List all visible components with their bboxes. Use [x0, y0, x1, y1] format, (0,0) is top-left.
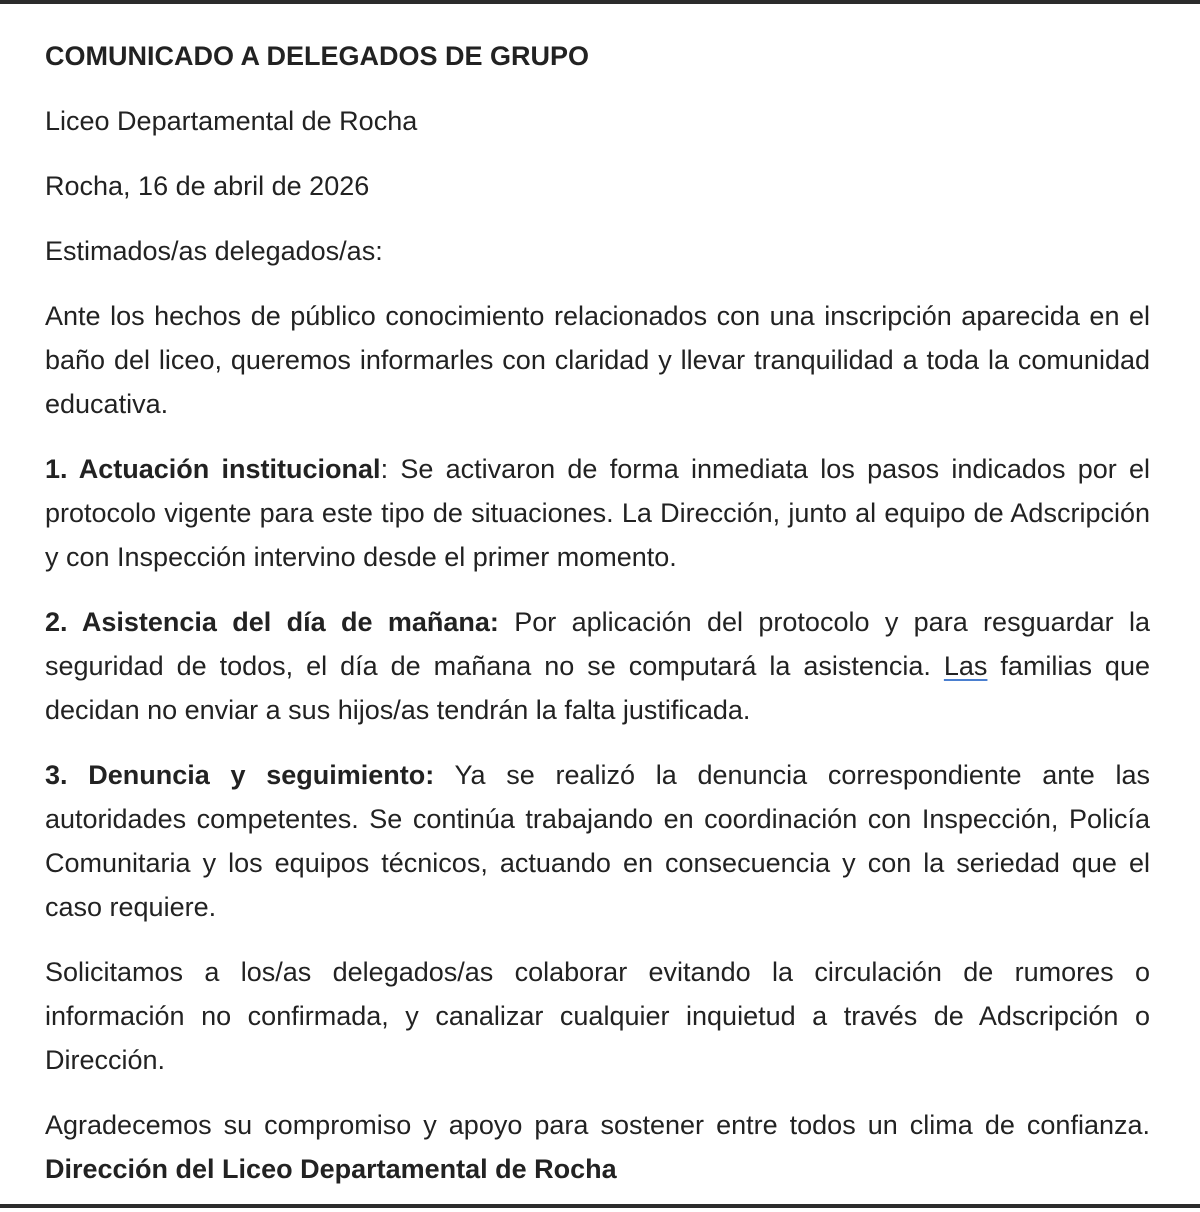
closing-text: Agradecemos su compromiso y apoyo para sostener entre todos un clima de confianza. [45, 1110, 1150, 1140]
date-line: Rocha, 16 de abril de 2026 [45, 171, 370, 201]
point-1-heading: 1. Actuación institucional [45, 454, 381, 484]
document-body [45, 34, 1150, 1212]
point-2-heading: 2. Asistencia del día de mañana: [45, 607, 499, 637]
institution-name: Liceo Departamental de Rocha [45, 106, 418, 136]
point-3-heading: 3. Denuncia y seguimiento: [45, 760, 435, 790]
greeting: Estimados/as delegados/as: [45, 236, 383, 266]
point-2-underlined-word: Las [943, 651, 988, 681]
bottom-border [0, 1204, 1200, 1208]
point-1-separator: : [380, 454, 389, 484]
point-2-body-continued: familias que decidan no enviar a sus hijos/as tendrán la falta justificada. [45, 651, 1150, 725]
point-1-paragraph [45, 447, 1150, 579]
point-3-body: Ya se realizó la denuncia correspondiente ante las autoridades competentes. Se continúa trabajando en coordinación con Inspección, Policía Comunitaria y los equipos técnicos, actuando en consecuencia y con la seriedad que el caso requiere. [45, 760, 1150, 922]
closing-paragraph [45, 1103, 1150, 1191]
point-2-paragraph [45, 600, 1150, 732]
document-title: COMUNICADO A DELEGADOS DE GRUPO [45, 41, 590, 71]
point-3-paragraph [45, 753, 1150, 929]
intro-paragraph: Ante los hechos de público conocimiento relacionados con una inscripción aparecida en el baño del liceo, queremos informarles con claridad y llevar tranquilidad a toda la comunidad educativa. [45, 301, 1150, 419]
point-1-body: Se activaron de forma inmediata los pasos indicados por el protocolo vigente para este tipo de situaciones. La Dirección, junto al equipo de Adscripción y con Inspección intervino desde el primer momento. [45, 454, 1150, 572]
signature: Dirección del Liceo Departamental de Rocha [45, 1154, 617, 1184]
request-paragraph: Solicitamos a los/as delegados/as colaborar evitando la circulación de rumores o información no confirmada, y canalizar cualquier inquietud a través de Adscripción o Dirección. [45, 957, 1150, 1075]
point-2-body: Por aplicación del protocolo y para resguardar la seguridad de todos, el día de mañana no se computará la asistencia. [45, 607, 1150, 681]
top-border [0, 0, 1200, 4]
